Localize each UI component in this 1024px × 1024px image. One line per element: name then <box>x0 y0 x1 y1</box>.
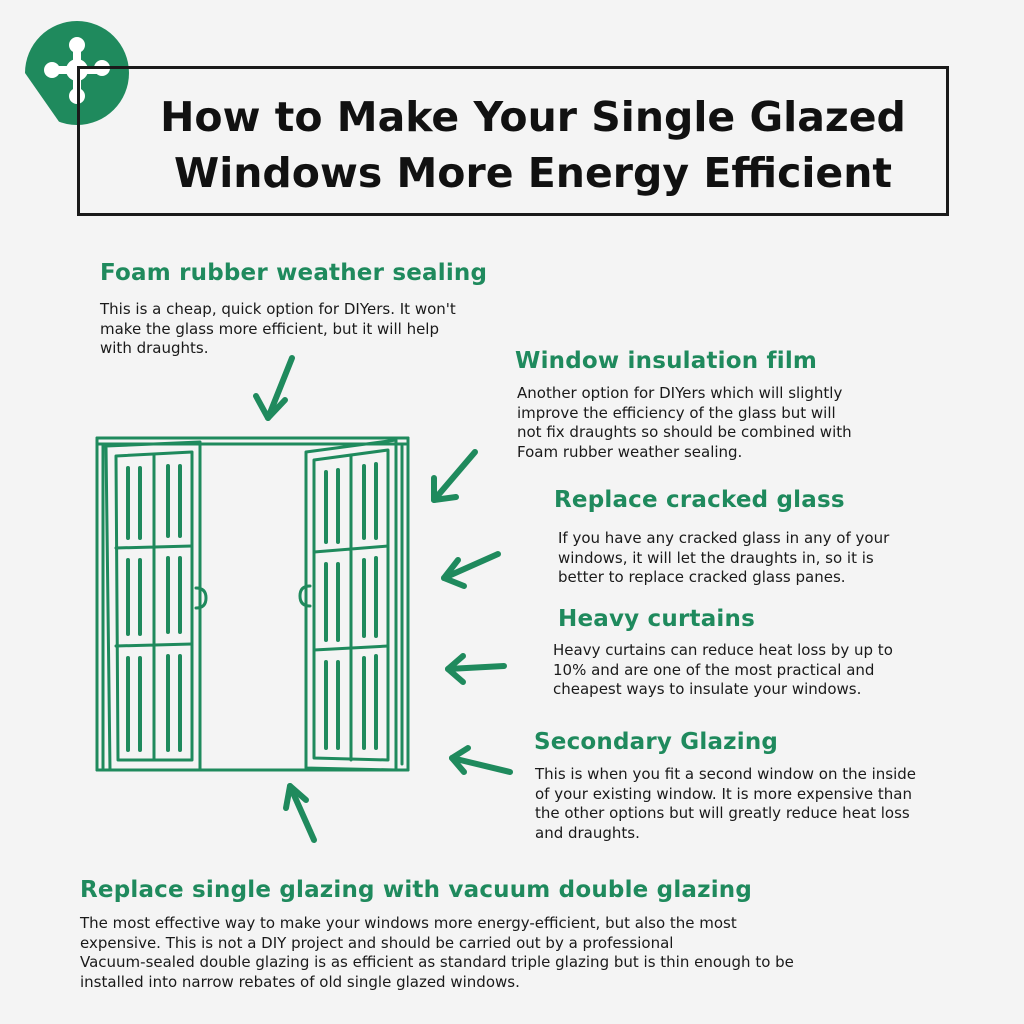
text-line: 10% and are one of the most practical and <box>553 660 875 679</box>
title-line-2: Windows More Energy Efficient <box>173 149 893 197</box>
arrow-icon <box>434 452 475 500</box>
text-foam-sealing <box>100 300 456 359</box>
arrow-icon <box>286 786 314 840</box>
heading-cracked-glass: Replace cracked glass <box>554 487 845 513</box>
left-sash <box>106 442 206 770</box>
text-line: Another option for DIYers which will slightly <box>517 384 843 402</box>
text-line: windows, it will let the draughts in, so it is <box>558 548 874 567</box>
text-line: Heavy curtains can reduce heat loss by up to <box>553 641 893 659</box>
text-line: improve the efficiency of the glass but will <box>517 403 836 422</box>
text-line: better to replace cracked glass panes. <box>558 568 846 586</box>
text-line: with draughts. <box>100 339 209 357</box>
title-line-1: How to Make Your Single Glazed <box>160 93 906 141</box>
heading-foam-sealing: Foam rubber weather sealing <box>100 260 488 286</box>
arrow-icon <box>452 748 510 772</box>
text-line: This is when you fit a second window on the inside <box>535 765 917 783</box>
text-vacuum-glazing <box>80 914 794 992</box>
text-line: If you have any cracked glass in any of your <box>558 529 890 547</box>
text-line: expensive. This is not a DIY project and should be carried out by a professional <box>80 933 674 952</box>
text-cracked-glass <box>558 529 889 588</box>
text-line: of your existing window. It is more expensive than <box>535 784 912 803</box>
text-line: This is a cheap, quick option for DIYers. It won't <box>100 300 456 318</box>
text-heavy-curtains <box>553 641 893 700</box>
arrow-icon <box>448 656 504 682</box>
text-line: Foam rubber weather sealing. <box>517 442 743 461</box>
text-secondary-glazing <box>535 765 916 843</box>
right-sash <box>300 440 396 770</box>
text-line: and draughts. <box>535 823 640 842</box>
text-line: cheapest ways to insulate your windows. <box>553 680 862 698</box>
title-box <box>77 66 949 216</box>
arrow-icon <box>256 358 292 418</box>
text-line: Vacuum-sealed double glazing is as efficient as standard triple glazing but is thin enough to be <box>80 953 794 971</box>
text-line: make the glass more efficient, but it will help <box>100 319 439 338</box>
heading-heavy-curtains: Heavy curtains <box>558 606 755 632</box>
heading-vacuum-glazing: Replace single glazing with vacuum double glazing <box>80 877 753 903</box>
heading-secondary-glazing: Secondary Glazing <box>534 729 779 755</box>
page-title <box>130 89 936 201</box>
text-line: the other options but will greatly reduce heat loss <box>535 804 910 822</box>
text-line: installed into narrow rebates of old single glazed windows. <box>80 972 520 991</box>
heading-insulation-film: Window insulation film <box>515 348 818 374</box>
text-insulation-film <box>517 384 852 462</box>
text-line: The most effective way to make your windows more energy-efficient, but also the most <box>80 914 737 932</box>
arrow-icon <box>444 554 498 586</box>
text-line: not fix draughts so should be combined with <box>517 423 852 441</box>
window-frame <box>97 438 408 770</box>
